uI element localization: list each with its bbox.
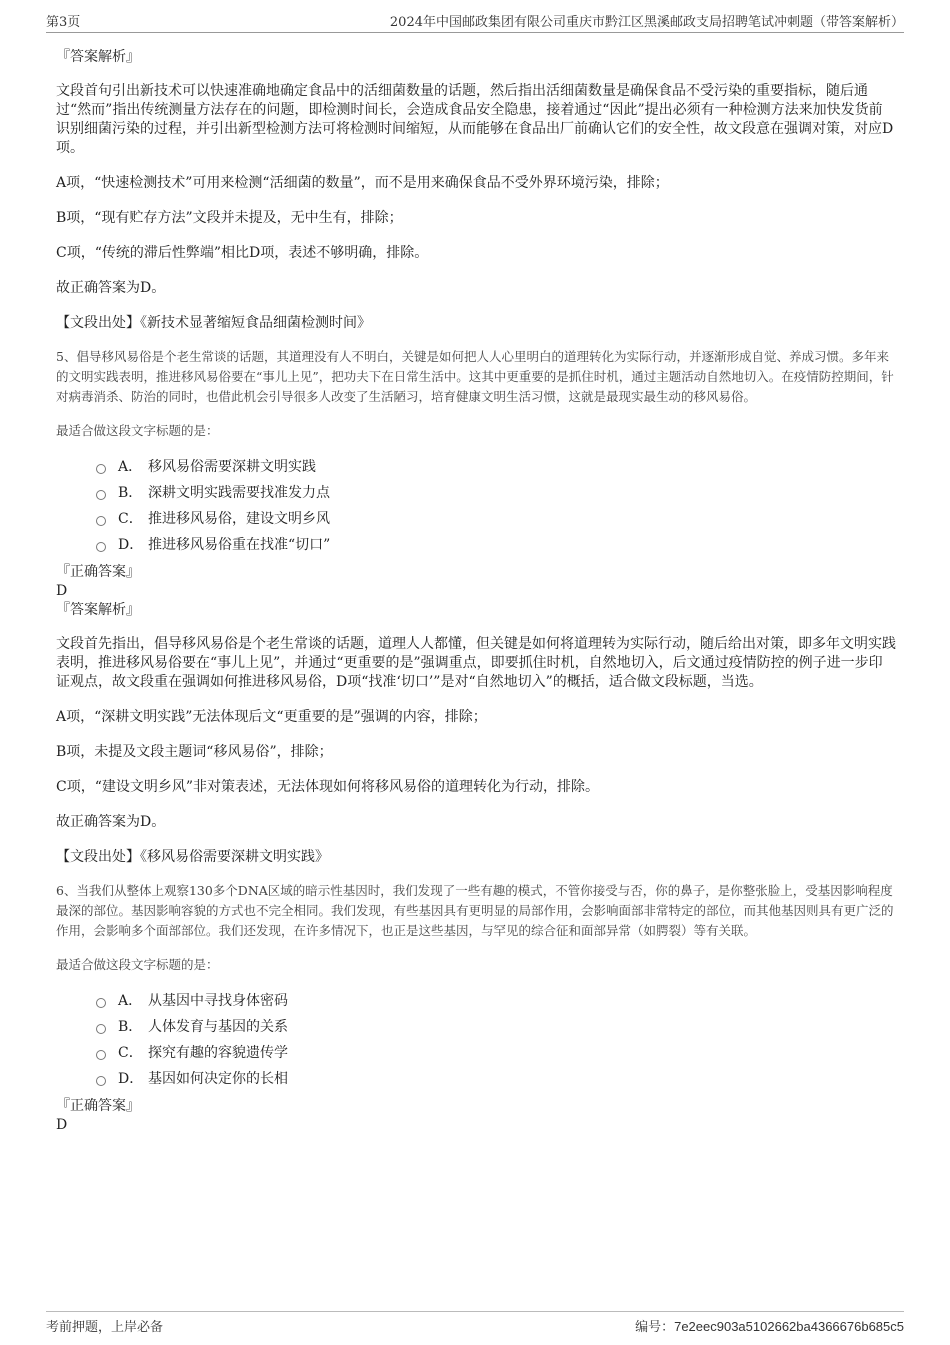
q5-option-c-analysis: C项，“建设文明乡风”非对策表述，无法体现如何将移风易俗的道理转化为行动，排除。: [56, 779, 600, 795]
q5-source: 【文段出处】《移风易俗需要深耕文明实践》: [56, 849, 329, 865]
q4-conclusion: 故正确答案为D。: [56, 280, 166, 296]
radio-icon[interactable]: [96, 542, 106, 552]
q6-answer: D: [56, 1117, 68, 1133]
q4-analysis: 文段首句引出新技术可以快速准确地确定食品中的活细菌数量的话题，然后指出活细菌数量是确保食品不受污染的重要指标，随后通过“然而”指出传统测量方法存在的问题，即检测时间长，会造成食品安全隐患，接着通过“因此”提出必须有一种检测方法来加快发货前识别细菌污染的过程，并引出新型检测方法可将检测时间缩短，从而能够在食品出厂前确认它们的安全性，故文段意在强调对策，对应D项。: [56, 83, 894, 156]
q6-answer-label: 『正确答案』: [56, 1098, 140, 1114]
q6-options: [56, 987, 896, 1091]
page-footer: [46, 1311, 904, 1335]
q5-analysis: 文段首先指出，倡导移风易俗是个老生常谈的话题，道理人人都懂，但关键是如何将道理转为实际行动，随后给出对策，即多年文明实践表明，推进移风易俗要在“事儿上见”，并通过“更重要的是”强调重点，即要抓住时机，自然地切入，后文通过疫情防控的例子进一步印证观点，故文段重在强调如何推进移风易俗，D项“找准‘切口’”是对“自然地切入”的概括，适合做文段标题，当选。: [56, 636, 896, 690]
q4-analysis-label: 『答案解析』: [56, 49, 140, 65]
q5-option-b-analysis: B项，未提及文段主题词“移风易俗”，排除；: [56, 744, 333, 760]
document-title: 2024年中国邮政集团有限公司重庆市黔江区黑溪邮政支局招聘笔试冲刺题（带答案解析）: [389, 15, 904, 30]
option-text: 推进移风易俗，建设文明乡风: [148, 511, 330, 527]
option-text: 人体发育与基因的关系: [148, 1019, 288, 1035]
q6-prompt: 最适合做这段文字标题的是：: [56, 957, 219, 972]
q5-prompt: 最适合做这段文字标题的是：: [56, 423, 219, 438]
option-text: 推进移风易俗重在找准“切口”: [148, 537, 331, 553]
page-header: [46, 12, 904, 33]
page-content: [56, 44, 896, 1135]
footer-code-value: 7e2eec903a5102662ba4366676b685c5: [674, 1319, 904, 1334]
radio-icon[interactable]: [96, 516, 106, 526]
radio-icon[interactable]: [96, 1076, 106, 1086]
q5-answer: D: [56, 583, 68, 599]
option-text: 移风易俗需要深耕文明实践: [148, 459, 316, 475]
option-text: 基因如何决定你的长相: [148, 1071, 288, 1087]
option-text: 从基因中寻找身体密码: [148, 993, 288, 1009]
q5-question: 5、倡导移风易俗是个老生常谈的话题，其道理没有人不明白，关键是如何把人人心里明白的道理转化为实际行动，并逐渐形成自觉、养成习惯。多年来的文明实践表明，推进移风易俗要在“事儿上见”，把功夫下在日常生活中。这其中更重要的是抓住时机，通过主题活动自然地切入。在疫情防控期间，针对病毒消杀、防治的同时，也借此机会引导很多人改变了生活陋习，培育健康文明生活习惯，这就是最现实最生动的移风易俗。: [56, 349, 894, 404]
q6-option-c[interactable]: C． 探究有趣的容貌遗传学: [56, 1039, 896, 1065]
option-text: 探究有趣的容貌遗传学: [148, 1045, 288, 1061]
q5-option-b[interactable]: B． 深耕文明实践需要找准发力点: [56, 479, 896, 505]
q5-option-d[interactable]: D． 推进移风易俗重在找准“切口”: [56, 531, 896, 557]
q5-options: [56, 453, 896, 557]
q4-option-c-analysis: C项，“传统的滞后性弊端”相比D项，表述不够明确，排除。: [56, 245, 429, 261]
radio-icon[interactable]: [96, 1024, 106, 1034]
q6-option-a[interactable]: A． 从基因中寻找身体密码: [56, 987, 896, 1013]
q6-question: 6、当我们从整体上观察130多个DNA区域的暗示性基因时，我们发现了一些有趣的模式，不管你接受与否，你的鼻子，是你整张脸上，受基因影响程度最深的部位。基因影响容貌的方式也不完全相同。我们发现，有些基因具有更明显的局部作用，会影响面部非常特定的部位，而其他基因则具有更广泛的作用，会影响多个面部部位。我们还发现，在许多情况下，也正是这些基因，与罕见的综合征和面部异常（如腭裂）等有关联。: [56, 883, 894, 938]
radio-icon[interactable]: [96, 490, 106, 500]
q5-option-a[interactable]: A． 移风易俗需要深耕文明实践: [56, 453, 896, 479]
page-number: 第3页: [46, 15, 81, 30]
q4-source: 【文段出处】《新技术显著缩短食品细菌检测时间》: [56, 315, 371, 331]
footer-code: [635, 1316, 904, 1335]
q6-option-d[interactable]: D． 基因如何决定你的长相: [56, 1065, 896, 1091]
q5-conclusion: 故正确答案为D。: [56, 814, 166, 830]
q5-option-a-analysis: A项，“深耕文明实践”无法体现后文“更重要的是”强调的内容，排除；: [56, 709, 487, 725]
footer-slogan: 考前押题，上岸必备: [46, 1320, 164, 1335]
option-text: 深耕文明实践需要找准发力点: [148, 485, 330, 501]
q5-option-c[interactable]: C． 推进移风易俗，建设文明乡风: [56, 505, 896, 531]
q4-option-b-analysis: B项，“现有贮存方法”文段并未提及，无中生有，排除；: [56, 210, 403, 226]
radio-icon[interactable]: [96, 1050, 106, 1060]
q4-option-a-analysis: A项，“快速检测技术”可用来检测“活细菌的数量”，而不是用来确保食品不受外界环境污染，排除；: [56, 175, 669, 191]
footer-code-label: 编号：: [635, 1320, 675, 1335]
radio-icon[interactable]: [96, 464, 106, 474]
radio-icon[interactable]: [96, 998, 106, 1008]
q5-answer-label: 『正确答案』: [56, 564, 140, 580]
q6-option-b[interactable]: B． 人体发育与基因的关系: [56, 1013, 896, 1039]
q5-analysis-label: 『答案解析』: [56, 602, 140, 618]
